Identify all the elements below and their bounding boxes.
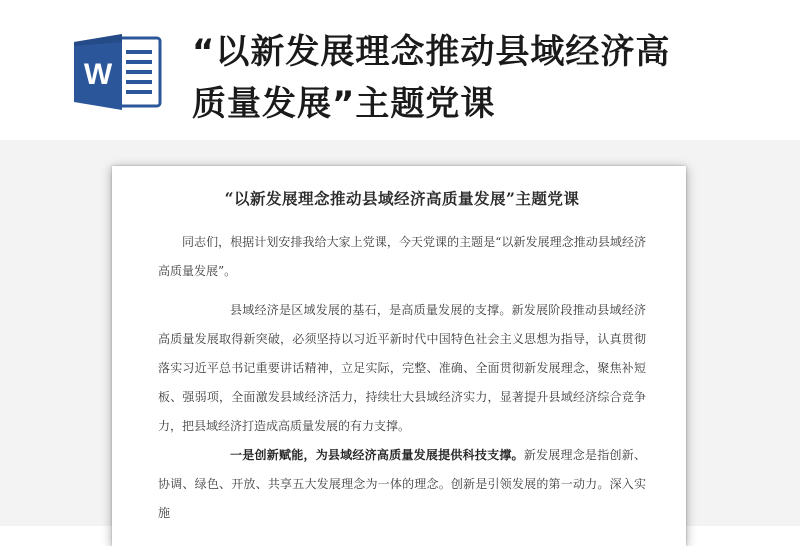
document-title: “以新发展理念推动县域经济高质量发展”主题党课 [224, 189, 580, 208]
header-title-line2: 质量发展”主题党课 [192, 84, 496, 124]
paragraph-innovation-text: 新发展理念是指创新、协调、绿色、开放、共享五大发展理念为一体的理念。创新是引领发展的第一动力。深入实施 [158, 448, 646, 520]
header-title [192, 26, 752, 130]
document-page-preview [112, 166, 686, 546]
paragraph-intro: 同志们，根据计划安排我给大家上党课，今天党课的主题是“以新发展理念推动县域经济高质量发展”。 [158, 235, 646, 278]
svg-text:W: W [83, 58, 113, 91]
paragraph-county-economy: 县域经济是区域发展的基石，是高质量发展的支撑。新发展阶段推动县域经济高质量发展取得新突破，必须坚持以习近平新时代中国特色社会主义思想为指导，认真贯彻落实习近平总书记重要讲话精神，立足实际，完整、准确、全面贯彻新发展理念，聚焦补短板、强弱项，全面激发县域经济活力，持续壮大县域经济实力，显著提升县域经济综合竞争力，把县域经济打造成高质量发展的有力支撑。 [158, 303, 646, 433]
document-body [158, 188, 646, 528]
header-banner [0, 0, 800, 140]
header-title-line1: “以新发展理念推动县域经济高 [192, 32, 671, 72]
word-document-icon [72, 32, 164, 112]
paragraph-innovation-heading: 一是创新赋能，为县域经济高质量发展提供科技支撑。 [230, 448, 524, 462]
paragraph-innovation [158, 441, 646, 528]
